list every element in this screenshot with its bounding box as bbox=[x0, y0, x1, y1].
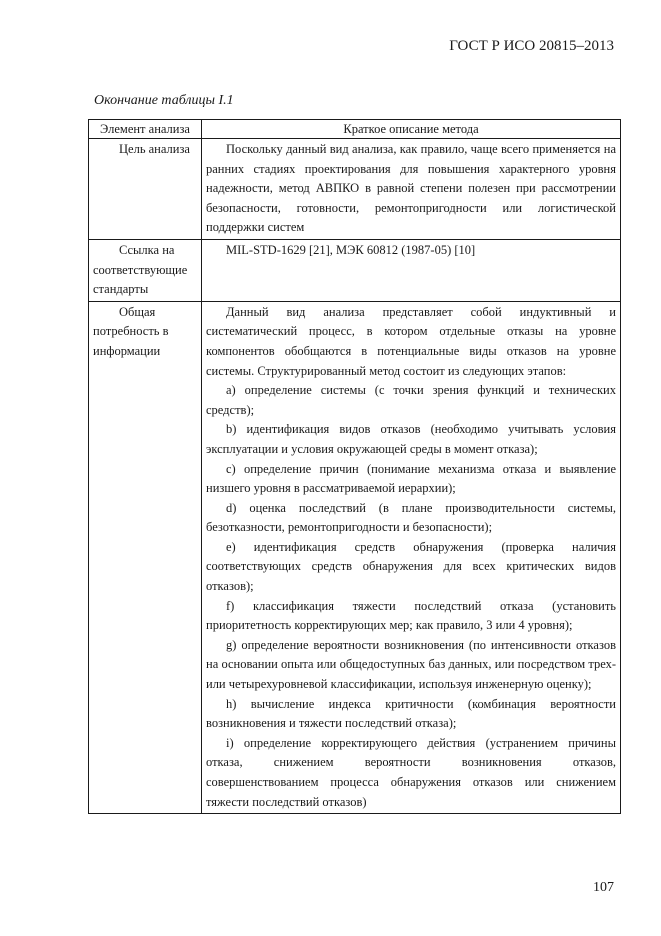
table-row bbox=[89, 301, 621, 813]
description-paragraph: Поскольку данный вид анализа, как правило, чаще всего применяется на ранних стадиях проектирования для повышения характерного уровня надежности, метод АВПКО в равной степени полезен при рассмотрении безопасности, готовности, ремонтопригодности или логистической поддержки систем bbox=[206, 142, 616, 235]
table-row bbox=[89, 239, 621, 301]
description-paragraph: Данный вид анализа представляет собой индуктивный и систематический процесс, в котором отдельные отказы на уровне компонентов обобщаются в потенциальные виды отказов на уровне системы. Структурированный метод состоит из следующих этапов: bbox=[206, 304, 616, 378]
step-item: c) определение причин (понимание механизма отказа и выявление низшего уровня в рассматриваемой иерархии); bbox=[206, 461, 616, 496]
method-table bbox=[88, 119, 621, 814]
step-item: d) оценка последствий (в плане производительности системы, безотказности, ремонтопригодности и безопасности); bbox=[206, 500, 616, 535]
page-number: 107 bbox=[593, 880, 614, 895]
step-item: e) идентификация средств обнаружения (проверка наличия соответствующих средств обнаружения для всех критических видов отказов); bbox=[206, 539, 616, 594]
row-element-purpose: Цель анализа bbox=[89, 139, 202, 240]
row-description-standards bbox=[202, 239, 621, 301]
document-code: ГОСТ Р ИСО 20815–2013 bbox=[449, 38, 614, 54]
column-header-element: Элемент анализа bbox=[89, 120, 202, 139]
step-item: g) определение вероятности возникновения (по интенсивности отказов на основании опыта или общедоступных баз данных, или посредством трех- или четырехуровневой классификации, используя инженерную оценку); bbox=[206, 637, 616, 692]
row-element-standards: Ссылка на соответствующие стандарты bbox=[89, 239, 202, 301]
step-item: h) вычисление индекса критичности (комбинация вероятности возникновения и тяжести последствий отказа); bbox=[206, 696, 616, 731]
table-row bbox=[89, 139, 621, 240]
step-item: i) определение корректирующего действия (устранением причины отказа, снижением вероятности возникновения отказов, совершенствованием процесса обнаружения отказов или снижением тяжести последствий отказов) bbox=[206, 735, 616, 809]
description-paragraph: MIL-STD-1629 [21], МЭК 60812 (1987-05) [10] bbox=[226, 242, 476, 257]
row-element-information: Общая потребность в информации bbox=[89, 301, 202, 813]
row-description-purpose bbox=[202, 139, 621, 240]
column-header-description: Краткое описание метода bbox=[202, 120, 621, 139]
row-description-information bbox=[202, 301, 621, 813]
step-item: b) идентификация видов отказов (необходимо учитывать условия эксплуатации и условия окружающей среды в момент отказа); bbox=[206, 422, 616, 456]
step-item: a) определение системы (с точки зрения функций и технических средств); bbox=[206, 383, 616, 417]
step-item: f) классификация тяжести последствий отказа (установить приоритетность корректирующих мер; как правило, 3 или 4 уровня); bbox=[206, 598, 616, 633]
table-caption: Окончание таблицы I.1 bbox=[94, 93, 234, 108]
table-header-row bbox=[89, 120, 621, 139]
